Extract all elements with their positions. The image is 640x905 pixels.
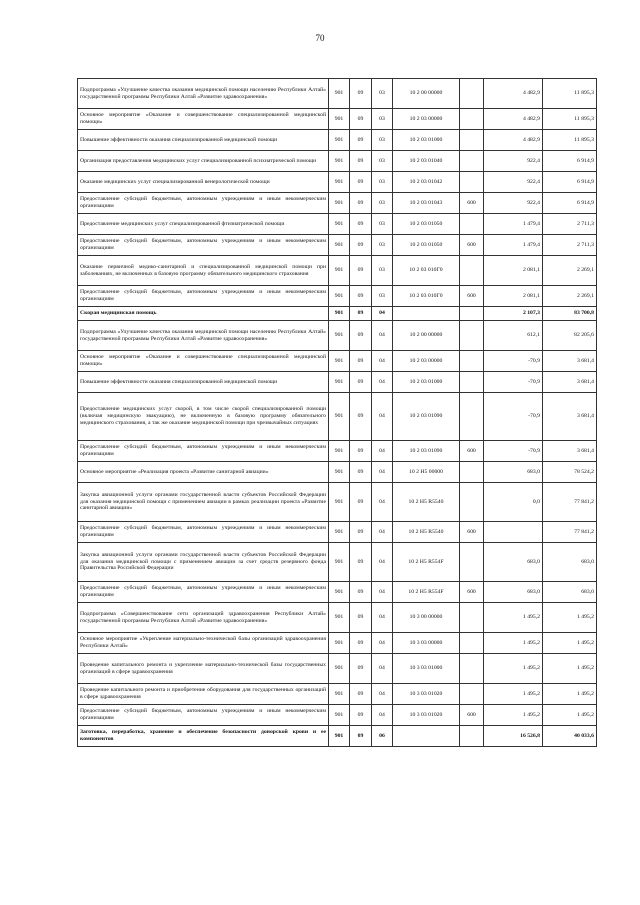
row-target-article: 10 3 03 00000 [393,633,460,654]
row-expense-type: 600 [460,582,484,603]
row-amount-total: 3 681,4 [543,393,597,441]
row-admin-code: 901 [329,79,350,109]
table-row [78,684,597,705]
table-row [78,582,597,603]
row-name: Повышение эффективности оказания специализированной медицинской помощи [78,372,329,393]
row-expense-type [460,654,484,684]
row-amount-total: 1 495,2 [543,633,597,654]
row-section: 09 [350,109,372,130]
row-admin-code: 901 [329,214,350,235]
row-name: Скорая медицинская помощь [78,307,329,321]
row-subsection: 04 [372,603,393,633]
row-section: 09 [350,256,372,286]
row-amount-total: 1 495,2 [543,654,597,684]
row-subsection: 03 [372,79,393,109]
row-section: 09 [350,307,372,321]
row-subsection: 04 [372,462,393,483]
row-subsection: 04 [372,372,393,393]
row-amount-change: 922,4 [484,172,543,193]
row-section: 09 [350,654,372,684]
row-target-article: 10 3 00 00000 [393,603,460,633]
row-name: Закупка авиационной услуги органами государственной власти субъектов Российской Федерации для оказания медицинской помощи с применением авиации в рамках реализации проекта «Развитие санитарной авиации» [78,483,329,522]
row-target-article: 10 2 03 01050 [393,214,460,235]
row-expense-type [460,543,484,582]
row-amount-total: 3 681,4 [543,372,597,393]
row-section: 09 [350,235,372,256]
row-target-article: 10 2 03 01040 [393,151,460,172]
row-amount-total: 2 269,1 [543,286,597,307]
row-name: Основное мероприятие «Укрепление материально-технической базы организаций здравоохранения Республики Алтай» [78,633,329,654]
table-row [78,462,597,483]
row-target-article: 10 2 03 01042 [393,172,460,193]
row-admin-code: 901 [329,351,350,372]
row-amount-change: -70,9 [484,393,543,441]
row-amount-change: 1 479,4 [484,235,543,256]
row-name: Подпрограмма «Улучшение качества оказания медицинской помощи населению Республики Алтай» государственной программы Республики Алтай «Развитие здравоохранения» [78,79,329,109]
table-row [78,214,597,235]
row-target-article: 10 2 03 01000 [393,130,460,151]
row-admin-code: 901 [329,256,350,286]
row-admin-code: 901 [329,441,350,462]
row-target-article: 10 3 03 01020 [393,684,460,705]
row-expense-type [460,130,484,151]
row-target-article: 10 2 Н5 R5540 [393,483,460,522]
row-subsection: 04 [372,582,393,603]
row-name: Проведение капитального ремонта и укрепление материально-технической базы государственных организаций в сфере здравоохранения [78,654,329,684]
row-subsection: 03 [372,193,393,214]
row-name: Предоставление медицинских услуг специализированной фтизиатрической помощи [78,214,329,235]
row-name: Предоставление субсидий бюджетным, автономным учреждениям и иным некоммерческим организациям [78,193,329,214]
row-admin-code: 901 [329,109,350,130]
row-expense-type [460,151,484,172]
row-expense-type [460,321,484,351]
row-target-article: 10 2 03 01090 [393,393,460,441]
row-name: Предоставление субсидий бюджетным, автономным учреждениям и иным некоммерческим организациям [78,522,329,543]
row-amount-total: 3 681,4 [543,351,597,372]
row-target-article [393,726,460,747]
row-admin-code: 901 [329,151,350,172]
row-amount-total: 83 700,8 [543,307,597,321]
row-amount-change: 922,4 [484,193,543,214]
row-name: Повышение эффективности оказания специализированной медицинской помощи [78,130,329,151]
row-expense-type [460,483,484,522]
row-admin-code: 901 [329,372,350,393]
row-section: 09 [350,172,372,193]
row-amount-change: 1 495,2 [484,603,543,633]
row-amount-total: 1 495,2 [543,705,597,726]
row-subsection: 03 [372,286,393,307]
row-name: Заготовка, переработка, хранение и обеспечение безопасности донорской крови и ее компонентов [78,726,329,747]
table-row [78,726,597,747]
table-row [78,193,597,214]
row-subsection: 04 [372,684,393,705]
row-amount-total: 11 895,3 [543,130,597,151]
table-row [78,172,597,193]
row-subsection: 04 [372,522,393,543]
row-target-article: 10 2 03 01000 [393,372,460,393]
row-section: 09 [350,483,372,522]
row-expense-type [460,726,484,747]
row-subsection: 04 [372,633,393,654]
row-subsection: 04 [372,543,393,582]
row-name: Основное мероприятие «Оказание и совершенствование специализированной медицинской помощи» [78,109,329,130]
budget-table-body [78,79,597,747]
row-amount-total: 78 524,2 [543,462,597,483]
row-amount-change: 2 107,3 [484,307,543,321]
row-amount-change: -70,9 [484,351,543,372]
row-amount-change: 1 495,2 [484,684,543,705]
row-amount-change: 1 479,4 [484,214,543,235]
table-row [78,522,597,543]
row-admin-code: 901 [329,462,350,483]
row-admin-code: 901 [329,307,350,321]
row-admin-code: 901 [329,633,350,654]
row-section: 09 [350,151,372,172]
row-target-article: 10 2 Н5 R554F [393,543,460,582]
row-subsection: 04 [372,441,393,462]
row-subsection: 04 [372,393,393,441]
row-admin-code: 901 [329,684,350,705]
row-amount-change: 683,0 [484,462,543,483]
row-admin-code: 901 [329,543,350,582]
row-section: 09 [350,441,372,462]
row-expense-type [460,633,484,654]
row-admin-code: 901 [329,705,350,726]
row-amount-total: 2 711,3 [543,235,597,256]
row-admin-code: 901 [329,321,350,351]
row-admin-code: 901 [329,130,350,151]
row-section: 09 [350,633,372,654]
row-expense-type: 600 [460,705,484,726]
row-subsection: 04 [372,351,393,372]
row-amount-total: 6 914,9 [543,172,597,193]
row-expense-type [460,172,484,193]
row-section: 09 [350,684,372,705]
row-admin-code: 901 [329,193,350,214]
table-row [78,151,597,172]
row-amount-total: 6 914,9 [543,193,597,214]
row-expense-type: 600 [460,522,484,543]
row-name: Подпрограмма «Улучшение качества оказания медицинской помощи населению Республики Алтай» государственной программы Республики Алтай «Развитие здравоохранения» [78,321,329,351]
row-amount-change: 2 081,1 [484,256,543,286]
row-section: 09 [350,372,372,393]
row-target-article: 10 2 03 01090 [393,441,460,462]
row-subsection: 03 [372,172,393,193]
row-amount-change: 1 495,2 [484,705,543,726]
row-subsection: 04 [372,483,393,522]
row-expense-type [460,393,484,441]
row-target-article [393,307,460,321]
row-admin-code: 901 [329,654,350,684]
row-amount-change: 1 495,2 [484,633,543,654]
row-section: 09 [350,522,372,543]
row-subsection: 04 [372,307,393,321]
table-row [78,307,597,321]
row-expense-type [460,372,484,393]
row-subsection: 03 [372,151,393,172]
row-section: 09 [350,79,372,109]
row-amount-change: 4 482,9 [484,79,543,109]
table-row [78,654,597,684]
table-row [78,79,597,109]
row-target-article: 10 2 00 00000 [393,79,460,109]
row-name: Предоставление субсидий бюджетным, автономным учреждениям и иным некоммерческим организациям [78,235,329,256]
row-expense-type [460,214,484,235]
row-name: Основное мероприятие «Оказание и совершенствование специализированной медицинской помощи» [78,351,329,372]
row-target-article: 10 2 00 00000 [393,321,460,351]
row-section: 09 [350,321,372,351]
table-row [78,256,597,286]
row-expense-type [460,684,484,705]
row-admin-code: 901 [329,172,350,193]
table-row [78,372,597,393]
row-amount-change: -70,9 [484,372,543,393]
row-name: Предоставление медицинских услуг скорой, в том числе скорой специализированной помощи (включая медицинскую эвакуацию), не включенную в базовую программу обязательного медицинского страхования, а так же оказание медицинской помощи при чрезвычайных ситуациях [78,393,329,441]
row-expense-type [460,307,484,321]
row-subsection: 04 [372,654,393,684]
row-section: 09 [350,462,372,483]
row-amount-total: 6 914,9 [543,151,597,172]
row-section: 09 [350,351,372,372]
row-admin-code: 901 [329,286,350,307]
table-row [78,705,597,726]
row-name: Предоставление субсидий бюджетным, автономным учреждениям и иным некоммерческим организациям [78,582,329,603]
row-admin-code: 901 [329,726,350,747]
row-subsection: 03 [372,214,393,235]
row-expense-type: 600 [460,441,484,462]
row-section: 09 [350,214,372,235]
row-expense-type [460,603,484,633]
row-amount-change: 612,1 [484,321,543,351]
table-row [78,286,597,307]
row-target-article: 10 2 03 010Г0 [393,256,460,286]
row-amount-change: 2 081,1 [484,286,543,307]
row-admin-code: 901 [329,393,350,441]
row-name: Подпрограмма «Совершенствование сети организаций здравоохранения Республики Алтай» государственной программы Республики Алтай «Развитие здравоохранения» [78,603,329,633]
row-amount-total: 683,0 [543,543,597,582]
table-row [78,109,597,130]
row-section: 09 [350,286,372,307]
row-amount-total: 77 841,2 [543,522,597,543]
row-section: 09 [350,393,372,441]
row-amount-change: 0,0 [484,483,543,522]
row-section: 09 [350,130,372,151]
row-name: Предоставление субсидий бюджетным, автономным учреждениям и иным некоммерческим организациям [78,441,329,462]
row-section: 09 [350,705,372,726]
row-subsection: 03 [372,109,393,130]
row-amount-change: 4 482,9 [484,130,543,151]
table-row [78,441,597,462]
row-amount-change: 683,0 [484,582,543,603]
row-expense-type [460,79,484,109]
row-amount-total: 3 681,4 [543,441,597,462]
row-admin-code: 901 [329,603,350,633]
table-row [78,543,597,582]
row-expense-type: 600 [460,235,484,256]
row-admin-code: 901 [329,582,350,603]
table-row [78,130,597,151]
table-row [78,351,597,372]
row-amount-change: 1 495,2 [484,654,543,684]
row-target-article: 10 2 Н5 R5540 [393,522,460,543]
row-target-article: 10 2 03 00000 [393,109,460,130]
row-subsection: 03 [372,235,393,256]
row-amount-total: 11 895,3 [543,109,597,130]
budget-table [77,78,597,747]
row-amount-total: 2 711,3 [543,214,597,235]
row-amount-change: 4 482,9 [484,109,543,130]
row-expense-type [460,256,484,286]
row-section: 09 [350,603,372,633]
row-amount-change: 922,4 [484,151,543,172]
row-target-article: 10 2 03 00000 [393,351,460,372]
row-name: Закупка авиационной услуги органами государственной власти субъектов Российской Федерации для оказания медицинской помощи с применением авиации за счет средств резервного фонда Правительства Российской Федерации [78,543,329,582]
row-admin-code: 901 [329,235,350,256]
table-row [78,603,597,633]
row-amount-total: 11 895,3 [543,79,597,109]
row-section: 09 [350,726,372,747]
row-expense-type [460,462,484,483]
row-admin-code: 901 [329,483,350,522]
row-target-article: 10 2 Н5 00000 [393,462,460,483]
row-section: 09 [350,582,372,603]
row-subsection: 03 [372,256,393,286]
row-expense-type: 600 [460,286,484,307]
table-row [78,483,597,522]
row-name: Организация предоставления медицинских услуг специализированной психиатрической помощи [78,151,329,172]
row-amount-total: 1 495,2 [543,603,597,633]
row-name: Оказание первичной медико-санитарной и специализированной медицинской помощи при заболеваниях, не включенных в базовую программу обязательного медицинского страхования [78,256,329,286]
row-target-article: 10 2 Н5 R554F [393,582,460,603]
row-target-article: 10 3 03 01000 [393,654,460,684]
row-subsection: 04 [372,705,393,726]
row-expense-type [460,109,484,130]
row-subsection: 06 [372,726,393,747]
row-subsection: 03 [372,130,393,151]
row-name: Предоставление субсидий бюджетным, автономным учреждениям и иным некоммерческим организациям [78,286,329,307]
row-expense-type: 600 [460,193,484,214]
row-expense-type [460,351,484,372]
row-section: 09 [350,543,372,582]
table-row [78,235,597,256]
row-amount-change: 683,0 [484,543,543,582]
row-amount-change [484,522,543,543]
row-target-article: 10 3 03 01020 [393,705,460,726]
row-amount-total: 82 205,6 [543,321,597,351]
row-amount-change: -70,9 [484,441,543,462]
row-amount-total: 2 269,1 [543,256,597,286]
row-target-article: 10 2 03 01043 [393,193,460,214]
table-row [78,393,597,441]
row-target-article: 10 2 03 010Г0 [393,286,460,307]
row-section: 09 [350,193,372,214]
row-subsection: 04 [372,321,393,351]
row-amount-change: 16 526,8 [484,726,543,747]
row-name: Проведение капитального ремонта и приобретение оборудования для государственных организаций в сфере здравоохранения [78,684,329,705]
row-target-article: 10 2 03 01050 [393,235,460,256]
row-name: Оказание медицинских услуг специализированной венерологической помощи [78,172,329,193]
row-amount-total: 77 841,2 [543,483,597,522]
page-number: 70 [315,33,325,43]
row-amount-total: 683,0 [543,582,597,603]
row-amount-total: 1 495,2 [543,684,597,705]
row-amount-total: 40 033,6 [543,726,597,747]
row-admin-code: 901 [329,522,350,543]
table-row [78,633,597,654]
row-name: Предоставление субсидий бюджетным, автономным учреждениям и иным некоммерческим организациям [78,705,329,726]
table-row [78,321,597,351]
row-name: Основное мероприятие «Реализация проекта «Развитие санитарной авиации» [78,462,329,483]
